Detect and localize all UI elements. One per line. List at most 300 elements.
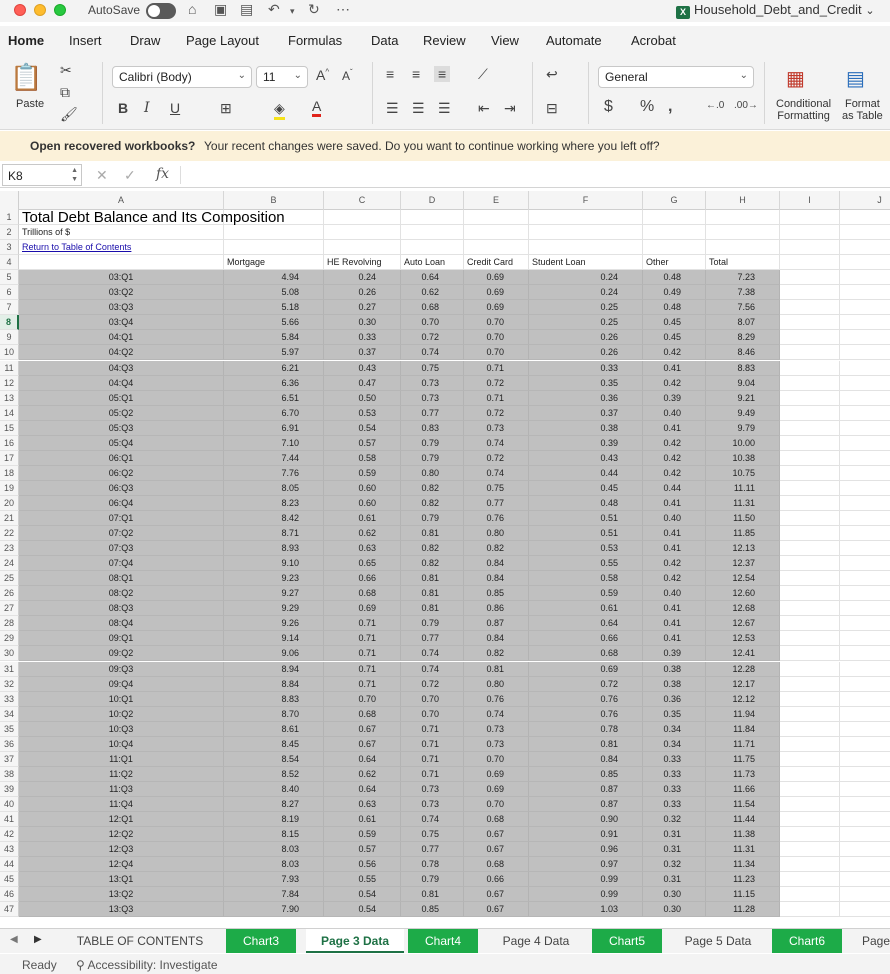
tab-home[interactable]: Home <box>8 33 45 48</box>
row-header[interactable]: 37 <box>0 752 19 767</box>
quarter-cell[interactable]: 09:Q1 <box>19 631 224 646</box>
row-header[interactable]: 42 <box>0 827 19 842</box>
value-cell[interactable]: 11.50 <box>706 511 780 526</box>
row-header[interactable]: 5 <box>0 270 19 285</box>
cell[interactable] <box>780 797 840 812</box>
sheet-tab-chart5[interactable]: Chart5 <box>592 929 662 953</box>
column-label[interactable]: Mortgage <box>224 255 324 270</box>
cell[interactable] <box>464 225 529 240</box>
cell[interactable] <box>529 225 643 240</box>
value-cell[interactable]: 0.68 <box>464 857 529 872</box>
value-cell[interactable]: 0.70 <box>401 707 464 722</box>
cell[interactable] <box>780 285 840 300</box>
row-header[interactable]: 20 <box>0 496 19 511</box>
value-cell[interactable]: 0.49 <box>643 285 706 300</box>
cell[interactable] <box>529 240 643 255</box>
value-cell[interactable]: 0.70 <box>464 752 529 767</box>
tab-data[interactable]: Data <box>371 33 399 48</box>
row-header[interactable]: 44 <box>0 857 19 872</box>
italic-icon[interactable]: I <box>144 100 150 116</box>
row-header[interactable]: 31 <box>0 662 19 677</box>
insert-function-icon[interactable]: fx <box>156 166 170 182</box>
value-cell[interactable]: 0.82 <box>464 541 529 556</box>
value-cell[interactable]: 0.58 <box>529 571 643 586</box>
value-cell[interactable]: 0.27 <box>324 300 401 315</box>
cell[interactable] <box>840 646 890 661</box>
value-cell[interactable]: 0.81 <box>401 586 464 601</box>
quarter-cell[interactable]: 08:Q4 <box>19 616 224 631</box>
quarter-cell[interactable]: 10:Q2 <box>19 707 224 722</box>
cell[interactable] <box>324 240 401 255</box>
row-header[interactable]: 39 <box>0 782 19 797</box>
row-header[interactable]: 40 <box>0 797 19 812</box>
accessibility-status[interactable]: ⚲ Accessibility: Investigate <box>76 958 218 972</box>
value-cell[interactable]: 9.04 <box>706 376 780 391</box>
value-cell[interactable]: 0.44 <box>643 481 706 496</box>
value-cell[interactable]: 10.00 <box>706 436 780 451</box>
currency-icon[interactable]: $ <box>604 98 613 115</box>
value-cell[interactable]: 0.71 <box>324 616 401 631</box>
value-cell[interactable]: 12.12 <box>706 692 780 707</box>
quarter-cell[interactable]: 13:Q1 <box>19 872 224 887</box>
value-cell[interactable]: 0.73 <box>401 376 464 391</box>
value-cell[interactable]: 0.61 <box>324 511 401 526</box>
value-cell[interactable]: 0.37 <box>529 406 643 421</box>
value-cell[interactable]: 6.91 <box>224 421 324 436</box>
sheet-tab-chart3[interactable]: Chart3 <box>226 929 296 953</box>
row-header[interactable]: 2 <box>0 225 19 240</box>
value-cell[interactable]: 0.42 <box>643 556 706 571</box>
align-left-icon[interactable]: ☰ <box>386 100 399 116</box>
cell[interactable] <box>224 225 324 240</box>
value-cell[interactable]: 0.71 <box>324 646 401 661</box>
value-cell[interactable]: 0.72 <box>464 376 529 391</box>
value-cell[interactable]: 0.87 <box>529 797 643 812</box>
value-cell[interactable]: 0.76 <box>464 511 529 526</box>
cell[interactable] <box>780 737 840 752</box>
cell[interactable] <box>840 752 890 767</box>
value-cell[interactable]: 5.08 <box>224 285 324 300</box>
value-cell[interactable]: 11.54 <box>706 797 780 812</box>
column-header-a[interactable]: A <box>19 191 224 210</box>
value-cell[interactable]: 0.73 <box>464 722 529 737</box>
value-cell[interactable]: 0.73 <box>401 391 464 406</box>
cell[interactable] <box>780 616 840 631</box>
cell[interactable] <box>643 210 706 225</box>
value-cell[interactable]: 0.41 <box>643 421 706 436</box>
value-cell[interactable]: 6.70 <box>224 406 324 421</box>
cell[interactable] <box>324 225 401 240</box>
value-cell[interactable]: 0.48 <box>643 300 706 315</box>
value-cell[interactable]: 0.32 <box>643 857 706 872</box>
value-cell[interactable]: 0.48 <box>643 270 706 285</box>
value-cell[interactable]: 11.66 <box>706 782 780 797</box>
value-cell[interactable]: 0.85 <box>529 767 643 782</box>
sheet-tab-page-5-data[interactable]: Page 5 Data <box>684 934 752 948</box>
value-cell[interactable]: 0.74 <box>464 436 529 451</box>
tab-review[interactable]: Review <box>423 33 466 48</box>
value-cell[interactable]: 0.73 <box>464 421 529 436</box>
cell[interactable] <box>840 737 890 752</box>
cell[interactable] <box>529 210 643 225</box>
value-cell[interactable]: 0.59 <box>324 827 401 842</box>
value-cell[interactable]: 11.44 <box>706 812 780 827</box>
tab-draw[interactable]: Draw <box>130 33 161 48</box>
align-bottom-icon[interactable]: ≡ <box>434 66 450 82</box>
cell[interactable] <box>840 406 890 421</box>
value-cell[interactable]: 0.38 <box>643 662 706 677</box>
quarter-cell[interactable]: 12:Q1 <box>19 812 224 827</box>
value-cell[interactable]: 0.54 <box>324 887 401 902</box>
cell[interactable] <box>780 255 840 270</box>
cell[interactable] <box>401 240 464 255</box>
value-cell[interactable]: 9.49 <box>706 406 780 421</box>
cell[interactable] <box>464 210 529 225</box>
value-cell[interactable]: 12.17 <box>706 677 780 692</box>
cell[interactable] <box>840 827 890 842</box>
value-cell[interactable]: 7.10 <box>224 436 324 451</box>
value-cell[interactable]: 0.38 <box>643 677 706 692</box>
row-header[interactable]: 28 <box>0 616 19 631</box>
value-cell[interactable]: 0.78 <box>401 857 464 872</box>
value-cell[interactable]: 0.82 <box>401 556 464 571</box>
value-cell[interactable]: 0.72 <box>529 677 643 692</box>
value-cell[interactable]: 10.75 <box>706 466 780 481</box>
value-cell[interactable]: 0.42 <box>643 466 706 481</box>
value-cell[interactable]: 0.33 <box>643 797 706 812</box>
value-cell[interactable]: 0.74 <box>401 646 464 661</box>
value-cell[interactable]: 8.83 <box>224 692 324 707</box>
cell[interactable] <box>840 767 890 782</box>
value-cell[interactable]: 0.72 <box>464 451 529 466</box>
sheet-tab-chart4[interactable]: Chart4 <box>408 929 478 953</box>
value-cell[interactable]: 0.84 <box>464 556 529 571</box>
value-cell[interactable]: 0.60 <box>324 496 401 511</box>
value-cell[interactable]: 0.73 <box>401 782 464 797</box>
column-label[interactable]: Total <box>706 255 780 270</box>
value-cell[interactable]: 0.41 <box>643 496 706 511</box>
value-cell[interactable]: 0.30 <box>324 315 401 330</box>
value-cell[interactable]: 0.90 <box>529 812 643 827</box>
value-cell[interactable]: 0.54 <box>324 421 401 436</box>
value-cell[interactable]: 0.79 <box>401 511 464 526</box>
cell[interactable] <box>840 496 890 511</box>
cell[interactable] <box>780 677 840 692</box>
cell[interactable] <box>780 556 840 571</box>
borders-icon[interactable]: ⊞ <box>220 100 232 116</box>
value-cell[interactable]: 0.33 <box>643 782 706 797</box>
value-cell[interactable]: 8.23 <box>224 496 324 511</box>
row-header[interactable]: 30 <box>0 646 19 661</box>
value-cell[interactable]: 9.14 <box>224 631 324 646</box>
cell[interactable] <box>840 210 890 225</box>
column-header-g[interactable]: G <box>643 191 706 210</box>
value-cell[interactable]: 9.21 <box>706 391 780 406</box>
value-cell[interactable]: 0.81 <box>401 571 464 586</box>
document-title[interactable]: X Household_Debt_and_Credit ⌄ <box>676 2 875 19</box>
font-size-dropdown[interactable] <box>256 66 308 88</box>
cell[interactable] <box>840 902 890 917</box>
value-cell[interactable]: 0.30 <box>643 887 706 902</box>
row-header[interactable]: 16 <box>0 436 19 451</box>
row-header[interactable]: 21 <box>0 511 19 526</box>
value-cell[interactable]: 0.58 <box>324 451 401 466</box>
cell[interactable] <box>840 315 890 330</box>
row-header[interactable]: 29 <box>0 631 19 646</box>
value-cell[interactable]: 0.25 <box>529 315 643 330</box>
value-cell[interactable]: 8.61 <box>224 722 324 737</box>
value-cell[interactable]: 6.51 <box>224 391 324 406</box>
value-cell[interactable]: 0.80 <box>464 677 529 692</box>
row-header[interactable]: 17 <box>0 451 19 466</box>
quarter-cell[interactable]: 11:Q2 <box>19 767 224 782</box>
value-cell[interactable]: 7.76 <box>224 466 324 481</box>
value-cell[interactable]: 0.87 <box>529 782 643 797</box>
value-cell[interactable]: 0.41 <box>643 541 706 556</box>
column-label[interactable]: Credit Card <box>464 255 529 270</box>
column-header-i[interactable]: I <box>780 191 840 210</box>
row-header[interactable]: 18 <box>0 466 19 481</box>
value-cell[interactable]: 7.93 <box>224 872 324 887</box>
wrap-text-icon[interactable]: ↩ <box>546 66 558 82</box>
value-cell[interactable]: 0.62 <box>324 767 401 782</box>
value-cell[interactable]: 8.83 <box>706 361 780 376</box>
zoom-window-button[interactable] <box>54 4 66 16</box>
value-cell[interactable]: 0.57 <box>324 842 401 857</box>
value-cell[interactable]: 0.99 <box>529 872 643 887</box>
value-cell[interactable]: 0.68 <box>529 646 643 661</box>
undo-icon[interactable]: ↶ <box>268 1 280 17</box>
cell[interactable] <box>224 240 324 255</box>
column-header-j[interactable]: J <box>840 191 890 210</box>
row-header[interactable]: 41 <box>0 812 19 827</box>
value-cell[interactable]: 0.68 <box>464 812 529 827</box>
quarter-cell[interactable]: 03:Q3 <box>19 300 224 315</box>
value-cell[interactable]: 0.38 <box>529 421 643 436</box>
value-cell[interactable]: 6.21 <box>224 361 324 376</box>
value-cell[interactable]: 0.74 <box>401 345 464 360</box>
value-cell[interactable]: 0.34 <box>643 737 706 752</box>
value-cell[interactable]: 1.03 <box>529 902 643 917</box>
value-cell[interactable]: 0.81 <box>529 737 643 752</box>
column-header-d[interactable]: D <box>401 191 464 210</box>
value-cell[interactable]: 0.41 <box>643 361 706 376</box>
autosave-toggle[interactable] <box>146 3 176 19</box>
cell[interactable] <box>840 872 890 887</box>
cell[interactable] <box>840 631 890 646</box>
row-header[interactable]: 15 <box>0 421 19 436</box>
value-cell[interactable]: 0.81 <box>401 887 464 902</box>
cancel-formula-icon[interactable]: ✕ <box>96 167 108 183</box>
value-cell[interactable]: 9.27 <box>224 586 324 601</box>
align-top-icon[interactable]: ≡ <box>386 66 395 82</box>
cell[interactable] <box>780 752 840 767</box>
cell[interactable] <box>780 586 840 601</box>
value-cell[interactable]: 0.66 <box>529 631 643 646</box>
cell[interactable] <box>840 556 890 571</box>
value-cell[interactable]: 0.45 <box>643 330 706 345</box>
cell[interactable] <box>780 210 840 225</box>
value-cell[interactable]: 0.41 <box>643 526 706 541</box>
value-cell[interactable]: 11.75 <box>706 752 780 767</box>
value-cell[interactable]: 0.68 <box>401 300 464 315</box>
value-cell[interactable]: 0.76 <box>529 707 643 722</box>
value-cell[interactable]: 0.62 <box>401 285 464 300</box>
value-cell[interactable]: 8.45 <box>224 737 324 752</box>
row-header[interactable]: 13 <box>0 391 19 406</box>
value-cell[interactable]: 0.55 <box>529 556 643 571</box>
value-cell[interactable]: 0.63 <box>324 797 401 812</box>
value-cell[interactable]: 0.71 <box>324 677 401 692</box>
row-header[interactable]: 45 <box>0 872 19 887</box>
copy-icon[interactable]: ⧉ <box>60 84 70 100</box>
sheet-tab-page-4-data[interactable]: Page 4 Data <box>502 934 570 948</box>
tab-acrobat[interactable]: Acrobat <box>631 33 676 48</box>
cell[interactable] <box>780 436 840 451</box>
value-cell[interactable]: 8.03 <box>224 842 324 857</box>
value-cell[interactable]: 7.23 <box>706 270 780 285</box>
value-cell[interactable]: 11.94 <box>706 707 780 722</box>
value-cell[interactable]: 0.43 <box>324 361 401 376</box>
value-cell[interactable]: 4.94 <box>224 270 324 285</box>
cell[interactable] <box>780 857 840 872</box>
font-color-icon[interactable]: A <box>312 98 321 117</box>
cell[interactable] <box>780 345 840 360</box>
sheet-tab-page[interactable]: Page <box>861 934 890 948</box>
value-cell[interactable]: 0.87 <box>464 616 529 631</box>
value-cell[interactable]: 0.74 <box>464 707 529 722</box>
cell[interactable] <box>780 812 840 827</box>
align-middle-icon[interactable]: ≡ <box>412 66 421 82</box>
value-cell[interactable]: 0.62 <box>324 526 401 541</box>
value-cell[interactable]: 0.86 <box>464 601 529 616</box>
value-cell[interactable]: 0.67 <box>464 827 529 842</box>
value-cell[interactable]: 8.70 <box>224 707 324 722</box>
cell[interactable] <box>840 541 890 556</box>
value-cell[interactable]: 5.97 <box>224 345 324 360</box>
value-cell[interactable]: 0.84 <box>464 571 529 586</box>
value-cell[interactable]: 0.68 <box>324 707 401 722</box>
value-cell[interactable]: 8.07 <box>706 315 780 330</box>
cell[interactable] <box>780 646 840 661</box>
row-header[interactable]: 34 <box>0 707 19 722</box>
value-cell[interactable]: 0.82 <box>401 541 464 556</box>
row-header[interactable]: 11 <box>0 361 19 376</box>
value-cell[interactable]: 0.82 <box>401 481 464 496</box>
next-sheet-icon[interactable]: ▶ <box>34 934 42 945</box>
value-cell[interactable]: 0.63 <box>324 541 401 556</box>
value-cell[interactable]: 0.59 <box>324 466 401 481</box>
value-cell[interactable]: 0.51 <box>529 511 643 526</box>
increase-font-icon[interactable]: A^ <box>316 67 330 83</box>
cell[interactable] <box>780 707 840 722</box>
cell[interactable] <box>780 782 840 797</box>
value-cell[interactable]: 0.64 <box>401 270 464 285</box>
sheet-tab-chart6[interactable]: Chart6 <box>772 929 842 953</box>
value-cell[interactable]: 8.46 <box>706 345 780 360</box>
value-cell[interactable]: 12.37 <box>706 556 780 571</box>
quarter-cell[interactable]: 04:Q2 <box>19 345 224 360</box>
cell[interactable] <box>780 466 840 481</box>
cell[interactable] <box>780 421 840 436</box>
cell[interactable] <box>780 571 840 586</box>
cell[interactable] <box>840 722 890 737</box>
cell[interactable] <box>780 496 840 511</box>
value-cell[interactable]: 0.24 <box>324 270 401 285</box>
select-all-corner[interactable] <box>0 191 19 210</box>
value-cell[interactable]: 0.81 <box>464 662 529 677</box>
column-header-e[interactable]: E <box>464 191 529 210</box>
row-header[interactable]: 27 <box>0 601 19 616</box>
value-cell[interactable]: 0.71 <box>401 767 464 782</box>
cell[interactable] <box>780 902 840 917</box>
value-cell[interactable]: 0.45 <box>529 481 643 496</box>
value-cell[interactable]: 5.18 <box>224 300 324 315</box>
redo-icon[interactable]: ↻ <box>308 1 320 17</box>
quarter-cell[interactable]: 13:Q2 <box>19 887 224 902</box>
value-cell[interactable]: 0.70 <box>464 330 529 345</box>
cell[interactable] <box>780 842 840 857</box>
cell[interactable] <box>324 210 401 225</box>
cell[interactable] <box>706 225 780 240</box>
cell[interactable] <box>840 391 890 406</box>
tab-view[interactable]: View <box>491 33 519 48</box>
quarter-cell[interactable]: 11:Q1 <box>19 752 224 767</box>
value-cell[interactable]: 11.73 <box>706 767 780 782</box>
name-box-stepper-icon[interactable]: ▲ ▼ <box>71 167 78 183</box>
value-cell[interactable]: 0.70 <box>401 315 464 330</box>
column-label[interactable]: Auto Loan <box>401 255 464 270</box>
cell[interactable] <box>780 526 840 541</box>
value-cell[interactable]: 8.84 <box>224 677 324 692</box>
quarter-cell[interactable]: 04:Q3 <box>19 361 224 376</box>
quarter-cell[interactable]: 05:Q1 <box>19 391 224 406</box>
column-header-c[interactable]: C <box>324 191 401 210</box>
row-header[interactable]: 38 <box>0 767 19 782</box>
value-cell[interactable]: 0.42 <box>643 376 706 391</box>
value-cell[interactable]: 8.05 <box>224 481 324 496</box>
value-cell[interactable]: 0.80 <box>464 526 529 541</box>
value-cell[interactable]: 0.71 <box>401 737 464 752</box>
cell[interactable] <box>840 330 890 345</box>
value-cell[interactable]: 0.82 <box>464 646 529 661</box>
quarter-cell[interactable]: 08:Q2 <box>19 586 224 601</box>
quarter-cell[interactable]: 09:Q2 <box>19 646 224 661</box>
value-cell[interactable]: 0.31 <box>643 827 706 842</box>
decrease-decimal-icon[interactable]: .00→ <box>734 100 758 111</box>
row-header[interactable]: 47 <box>0 902 19 917</box>
quarter-cell[interactable]: 10:Q4 <box>19 737 224 752</box>
row-header[interactable]: 8 <box>0 315 19 330</box>
cell[interactable] <box>840 677 890 692</box>
cell[interactable] <box>840 240 890 255</box>
cell[interactable] <box>840 225 890 240</box>
row-header[interactable]: 10 <box>0 345 19 360</box>
value-cell[interactable]: 0.56 <box>324 857 401 872</box>
value-cell[interactable]: 0.84 <box>464 631 529 646</box>
value-cell[interactable]: 0.79 <box>401 616 464 631</box>
value-cell[interactable]: 0.75 <box>464 481 529 496</box>
value-cell[interactable]: 5.66 <box>224 315 324 330</box>
value-cell[interactable]: 0.71 <box>464 391 529 406</box>
value-cell[interactable]: 0.74 <box>401 662 464 677</box>
value-cell[interactable]: 0.70 <box>401 692 464 707</box>
quarter-cell[interactable]: 10:Q1 <box>19 692 224 707</box>
value-cell[interactable]: 0.71 <box>464 361 529 376</box>
value-cell[interactable]: 0.75 <box>401 827 464 842</box>
cell[interactable] <box>840 511 890 526</box>
value-cell[interactable]: 8.29 <box>706 330 780 345</box>
